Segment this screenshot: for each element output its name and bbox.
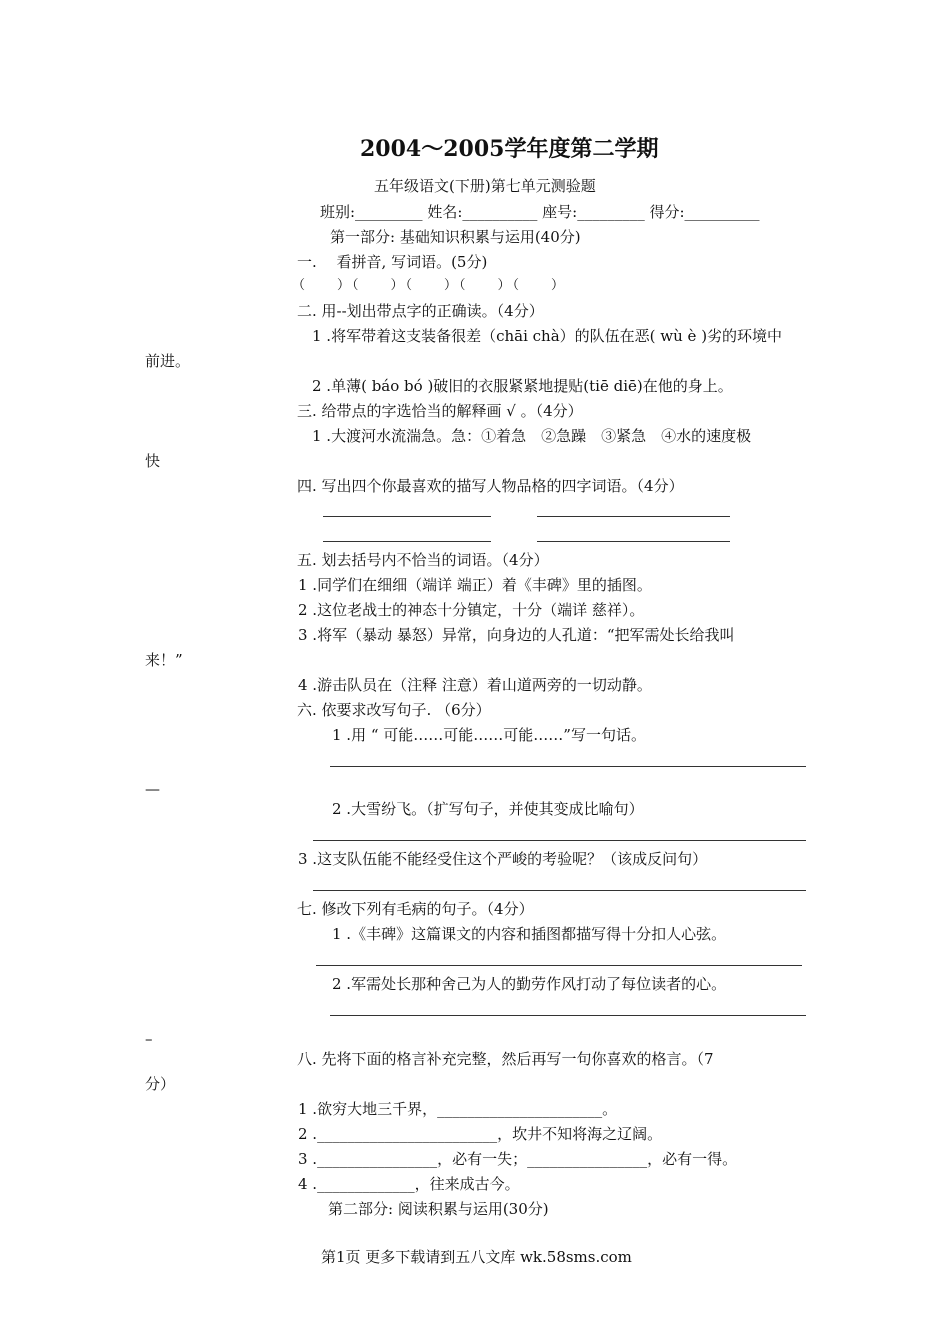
q4-answer-line-3[interactable] [323,541,491,542]
q7-item2-answer-line[interactable] [330,1015,806,1016]
q5-item1: 1 .同学们在细细（端详 端正）着《丰碑》里的插图。 [298,576,652,594]
q8-item1: 1 .欲穷大地三千界，______________________。 [298,1100,618,1118]
q4-answer-line-2[interactable] [537,516,730,517]
q8-heading: 八. 先将下面的格言补充完整，然后再写一句你喜欢的格言。（7 [297,1050,714,1068]
q8-item3: 3 .________________，必有一失；________________，必有一得。 [298,1150,738,1168]
q5-heading: 五. 划去括号内不恰当的词语。（4分） [297,551,549,569]
q7-heading: 七. 修改下列有毛病的句子。（4分） [297,900,534,918]
q7-item2: 2 .军需处长那种舍己为人的勤劳作风打动了每位读者的心。 [332,975,727,993]
page-subtitle: 五年级语文(下册)第七单元测验题 [374,177,596,195]
q5-item4: 4 .游击队员在（注释 注意）着山道两旁的一切动静。 [298,676,652,694]
student-info-line: 班别:_________ 姓名:__________ 座号:_________ 得分:__________ [320,203,760,221]
q3-heading: 三. 给带点的字选恰当的解释画 √ 。（4分） [297,402,583,420]
q6-heading: 六. 依要求改写句子. （6分） [297,701,491,719]
q6-item1-answer-line[interactable] [330,766,806,767]
q6-item3-answer-line[interactable] [313,890,806,891]
q3-item1-cont: 快 [145,452,161,470]
part2-heading: 第二部分: 阅读积累与运用(30分) [328,1200,549,1218]
q2-item2: 2 .单薄( báo bó )破旧的衣服紧紧地提贴(tiē diē)在他的身上。 [312,377,733,395]
q8-item4: 4 ._____________，往来成古今。 [298,1175,520,1193]
q2-item1-cont: 前进。 [145,352,191,370]
q4-answer-line-4[interactable] [537,541,730,542]
q4-answer-line-1[interactable] [323,516,491,517]
q5-item3-cont: 来！” [145,651,183,669]
page-title: 2004～2005学年度第二学期 [360,136,659,162]
page-footer: 第1页 更多下载请到五八文库 wk.58sms.com [321,1248,632,1266]
part1-heading: 第一部分: 基础知识积累与运用(40分) [330,228,581,246]
q6-item2-answer-line[interactable] [313,840,806,841]
q7-item1-answer-line[interactable] [316,965,802,966]
q7-item2-tail: – [145,1030,153,1048]
q3-item1: 1 .大渡河水流湍急。急：①着急 ②急躁 ③紧急 ④水的速度极 [312,427,752,445]
q6-item2: 2 .大雪纷飞。（扩写句子，并使其变成比喻句） [332,800,644,818]
q6-item3: 3 .这支队伍能不能经受住这个严峻的考验呢？（该成反问句） [298,850,708,868]
q2-item1: 1 .将军带着这支装备很差（chāi chà）的队伍在恶( wù è )劣的环境中 [312,327,783,345]
q1-heading: 一. 看拼音, 写词语。(5分) [297,253,488,271]
q4-heading: 四. 写出四个你最喜欢的描写人物品格的四字词语。（4分） [297,477,684,495]
q6-item1-tail: — [145,780,160,798]
q5-item3: 3 .将军（暴动 暴怒）异常，向身边的人孔道：“把军需处长给我叫 [298,626,735,644]
q7-item1: 1 .《丰碑》这篇课文的内容和插图都描写得十分扣人心弦。 [332,925,727,943]
q6-item1: 1 .用 “ 可能……可能……可能……”写一句话。 [332,726,646,744]
q2-heading: 二. 用--划出带点字的正确读。（4分） [297,302,544,320]
q1-answer-boxes: （ ）（ ）（ ）（ ）（ ） [292,278,567,293]
q8-item2: 2 .________________________，坎井不知将海之辽阔。 [298,1125,663,1143]
q5-item2: 2 .这位老战士的神态十分镇定，十分（端详 慈祥）。 [298,601,645,619]
q8-heading-cont: 分） [145,1075,176,1093]
